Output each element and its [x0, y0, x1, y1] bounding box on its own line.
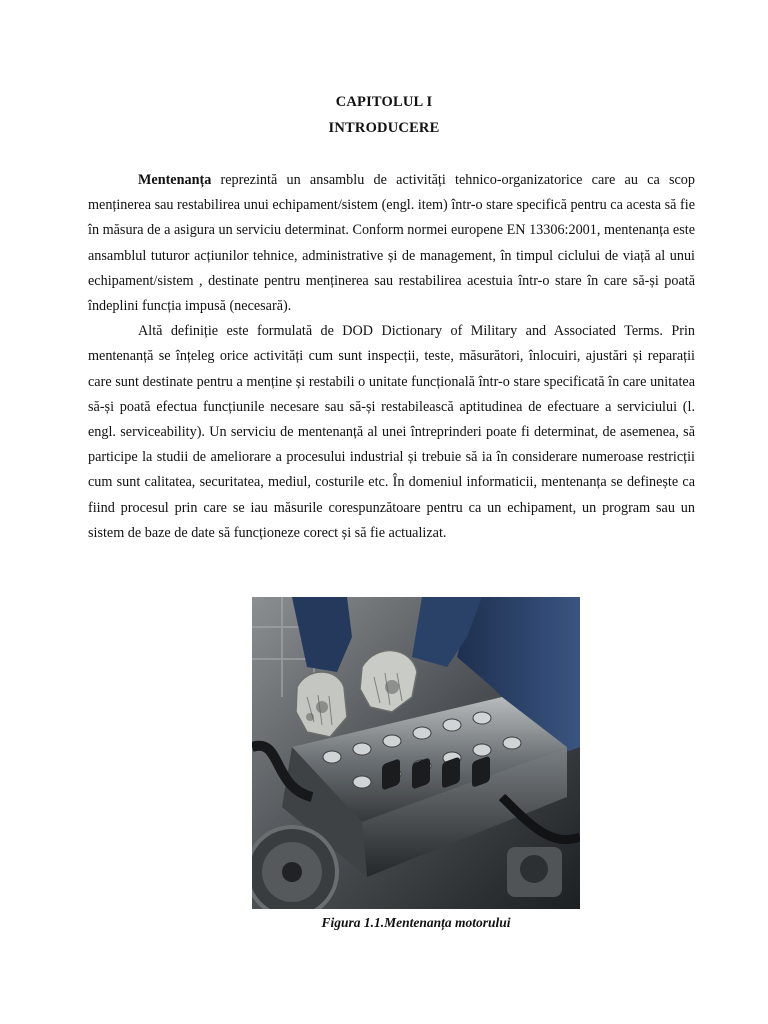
chapter-title: INTRODUCERE	[328, 120, 440, 136]
chapter-label: CAPITOLUL I	[335, 94, 433, 110]
paragraph-1-text: reprezintă un ansamblu de activități tehnico-organizatorice care au ca scop menținerea sau restabilirea unui echipament/sistem (engl. item) într-o stare specifică pentru ca acesta să fie în măsura de a asigura un serviciu determinat. Conform normei europene EN 13306:2001, mentenanța este ansamblul tuturor acțiunilor tehnice, administrative și de management, în timpul ciclului de viață al unui echipament/sistem , destinate pentru menținerea sau restabilirea acestuia într-o stare în care să-și poată îndeplini funcția impusă (necesară).	[88, 172, 695, 315]
body-text	[88, 168, 695, 546]
paragraph-2: Altă definiție este formulată de DOD Dictionary of Military and Associated Terms. Prin mentenanță se înțeleg orice activități cum sunt inspecții, teste, măsurători, înlocuiri, ajustări și reparații care sunt destinate pentru a menține și restabili o unitate funcțională într-o stare specificată în care unitatea să-și poată efectua funcțiunile necesare sau să-și restabilească aptitudinea de efectuare a serviciului (l. engl. serviceability). Un serviciu de mentenanță al unei întreprinderi poate fi determinat, de asemenea, să participe la studii de ameliorare a procesului industrial și trebuie să ia în considerare numeroase restricții cum sunt calitatea, securitatea, mediul, costurile etc. În domeniul informaticii, mentenanța se definește ca fiind procesul prin care se iau măsurile corespunzătoare pentru ca un echipament, un program sau un sistem de baze de date să funcționeze corect și să fie actualizat.	[88, 323, 695, 541]
figure-caption: Figura 1.1.Mentenanța motorului	[321, 915, 511, 930]
paragraph-1-term: Mentenanța	[138, 172, 212, 188]
paragraph-1	[88, 168, 695, 319]
engine-maintenance-photo	[252, 597, 580, 909]
